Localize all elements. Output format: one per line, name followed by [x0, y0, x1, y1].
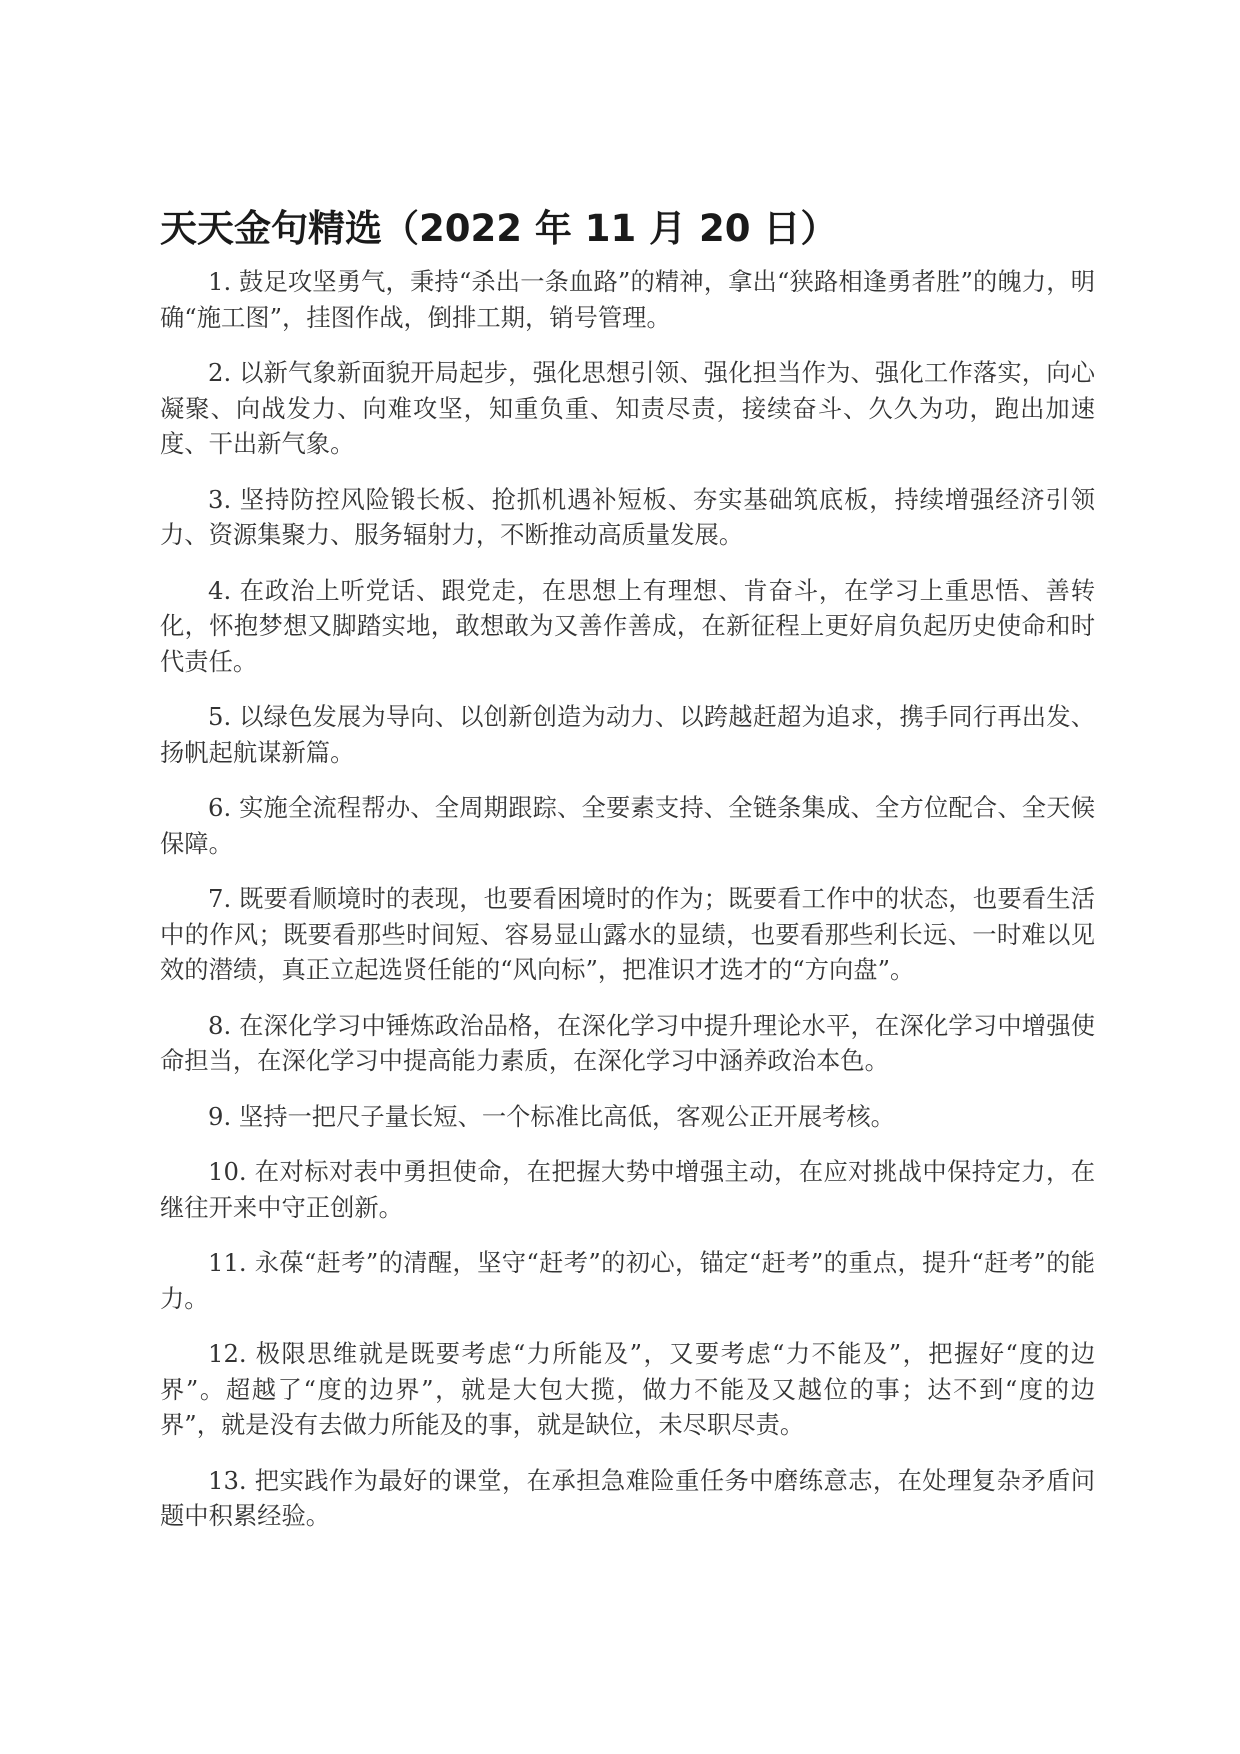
paragraph-5: 5. 以绿色发展为导向、以创新创造为动力、以跨越赶超为追求，携手同行再出发、扬帆起航谋新篇。: [160, 702, 1095, 767]
paragraph-2: 2. 以新气象新面貌开局起步，强化思想引领、强化担当作为、强化工作落实，向心凝聚、向战发力、向难攻坚，知重负重、知责尽责，接续奋斗、久久为功，跑出加速度、干出新气象。: [160, 358, 1095, 458]
paragraph-3: 3. 坚持防控风险锻长板、抢抓机遇补短板、夯实基础筑底板，持续增强经济引领力、资源集聚力、服务辐射力，不断推动高质量发展。: [160, 484, 1095, 549]
paragraph-9: 9. 坚持一把尺子量长短、一个标准比高低，客观公正开展考核。: [208, 1101, 895, 1131]
document-title: 天天金句精选（2022 年 11 月 20 日）: [160, 207, 838, 250]
paragraph-1: 1. 鼓足攻坚勇气，秉持“杀出一条血路”的精神，拿出“狭路相逢勇者胜”的魄力，明确“施工图”，挂图作战，倒排工期，销号管理。: [160, 267, 1095, 332]
paragraph-10: 10. 在对标对表中勇担使命，在把握大势中增强主动，在应对挑战中保持定力，在继往开来中守正创新。: [160, 1157, 1095, 1222]
paragraph-13: 13. 把实践作为最好的课堂，在承担急难险重任务中磨练意志，在处理复杂矛盾问题中积累经验。: [160, 1465, 1095, 1530]
paragraph-7: 7. 既要看顺境时的表现，也要看困境时的作为；既要看工作中的状态，也要看生活中的作风；既要看那些时间短、容易显山露水的显绩，也要看那些利长远、一时难以见效的潜绩，真正立起选贤任能的“风向标”，把准识才选才的“方向盘”。: [160, 884, 1095, 984]
paragraph-11: 11. 永葆“赶考”的清醒，坚守“赶考”的初心，锚定“赶考”的重点，提升“赶考”的能力。: [160, 1248, 1095, 1313]
paragraph-4: 4. 在政治上听党话、跟党走，在思想上有理想、肯奋斗，在学习上重思悟、善转化，怀抱梦想又脚踏实地，敢想敢为又善作善成，在新征程上更好肩负起历史使命和时代责任。: [160, 575, 1095, 676]
paragraph-12: 12. 极限思维就是既要考虑“力所能及”，又要考虑“力不能及”，把握好“度的边界”。超越了“度的边界”，就是大包大揽，做力不能及又越位的事；达不到“度的边界”，就是没有去做力所能及的事，就是缺位，未尽职尽责。: [160, 1339, 1095, 1439]
paragraph-6: 6. 实施全流程帮办、全周期跟踪、全要素支持、全链条集成、全方位配合、全天候保障。: [160, 793, 1095, 858]
document-page: [160, 205, 1095, 1554]
paragraph-8: 8. 在深化学习中锤炼政治品格，在深化学习中提升理论水平，在深化学习中增强使命担当，在深化学习中提高能力素质，在深化学习中涵养政治本色。: [160, 1010, 1095, 1075]
